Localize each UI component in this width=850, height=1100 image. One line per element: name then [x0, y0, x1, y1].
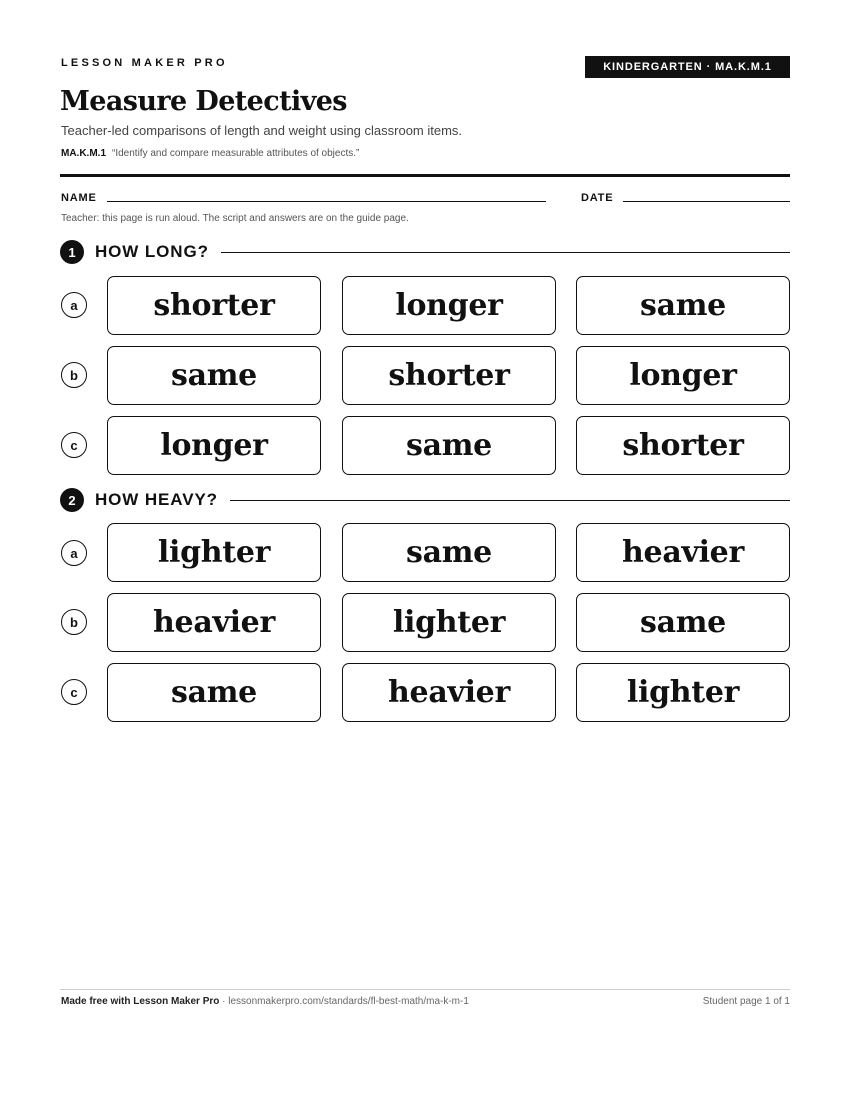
footer-url[interactable]: · lessonmakerpro.com/standards/fl-best-math/ma-k-m-1: [219, 996, 469, 1007]
name-field[interactable]: [107, 201, 546, 202]
choice-card[interactable]: same: [107, 663, 321, 722]
section-title: HOW HEAVY?: [95, 490, 218, 509]
choice-card[interactable]: longer: [342, 276, 556, 335]
name-label: NAME: [61, 192, 97, 204]
choice-card[interactable]: longer: [107, 416, 321, 475]
row-letter-a: a: [61, 292, 87, 318]
worksheet-subtitle: Teacher-led comparisons of length and weight using classroom items.: [61, 123, 463, 138]
choice-card[interactable]: shorter: [342, 346, 556, 405]
standard-code: MA.K.M.1: [61, 148, 106, 159]
section-how-long: [60, 241, 790, 263]
row-letter-c: c: [61, 679, 87, 705]
choice-card[interactable]: heavier: [107, 593, 321, 652]
section-number-badge: 1: [60, 240, 84, 264]
section-divider: [230, 500, 790, 501]
footer-credit: [61, 996, 469, 1007]
row-letter-c: c: [61, 432, 87, 458]
choice-card[interactable]: heavier: [576, 523, 790, 582]
footer-page-number: Student page 1 of 1: [702, 996, 790, 1007]
section-how-heavy: [60, 489, 790, 511]
worksheet-title: Measure Detectives: [60, 86, 347, 117]
choice-card[interactable]: lighter: [342, 593, 556, 652]
standard-line: [61, 148, 359, 159]
section-title: HOW LONG?: [95, 242, 209, 261]
choice-card[interactable]: heavier: [342, 663, 556, 722]
teacher-note: Teacher: this page is run aloud. The script and answers are on the guide page.: [61, 213, 409, 224]
section-number-badge: 2: [60, 488, 84, 512]
section-divider: [221, 252, 790, 253]
grade-badge: KINDERGARTEN · MA.K.M.1: [585, 56, 790, 78]
header-divider: [60, 174, 790, 177]
date-field[interactable]: [623, 201, 790, 202]
choice-card[interactable]: same: [107, 346, 321, 405]
choice-card[interactable]: shorter: [107, 276, 321, 335]
footer-made-with: Made free with Lesson Maker Pro: [61, 996, 220, 1007]
footer-divider: [60, 989, 790, 990]
choice-card[interactable]: same: [576, 593, 790, 652]
date-label: DATE: [581, 192, 614, 204]
choice-card[interactable]: longer: [576, 346, 790, 405]
choice-card[interactable]: shorter: [576, 416, 790, 475]
choice-card[interactable]: same: [342, 523, 556, 582]
standard-text: “Identify and compare measurable attributes of objects.”: [112, 148, 360, 159]
brand-name: LESSON MAKER PRO: [61, 57, 228, 69]
row-letter-a: a: [61, 540, 87, 566]
choice-card[interactable]: lighter: [576, 663, 790, 722]
choice-card[interactable]: same: [342, 416, 556, 475]
choice-card[interactable]: same: [576, 276, 790, 335]
row-letter-b: b: [61, 609, 87, 635]
choice-card[interactable]: lighter: [107, 523, 321, 582]
row-letter-b: b: [61, 362, 87, 388]
